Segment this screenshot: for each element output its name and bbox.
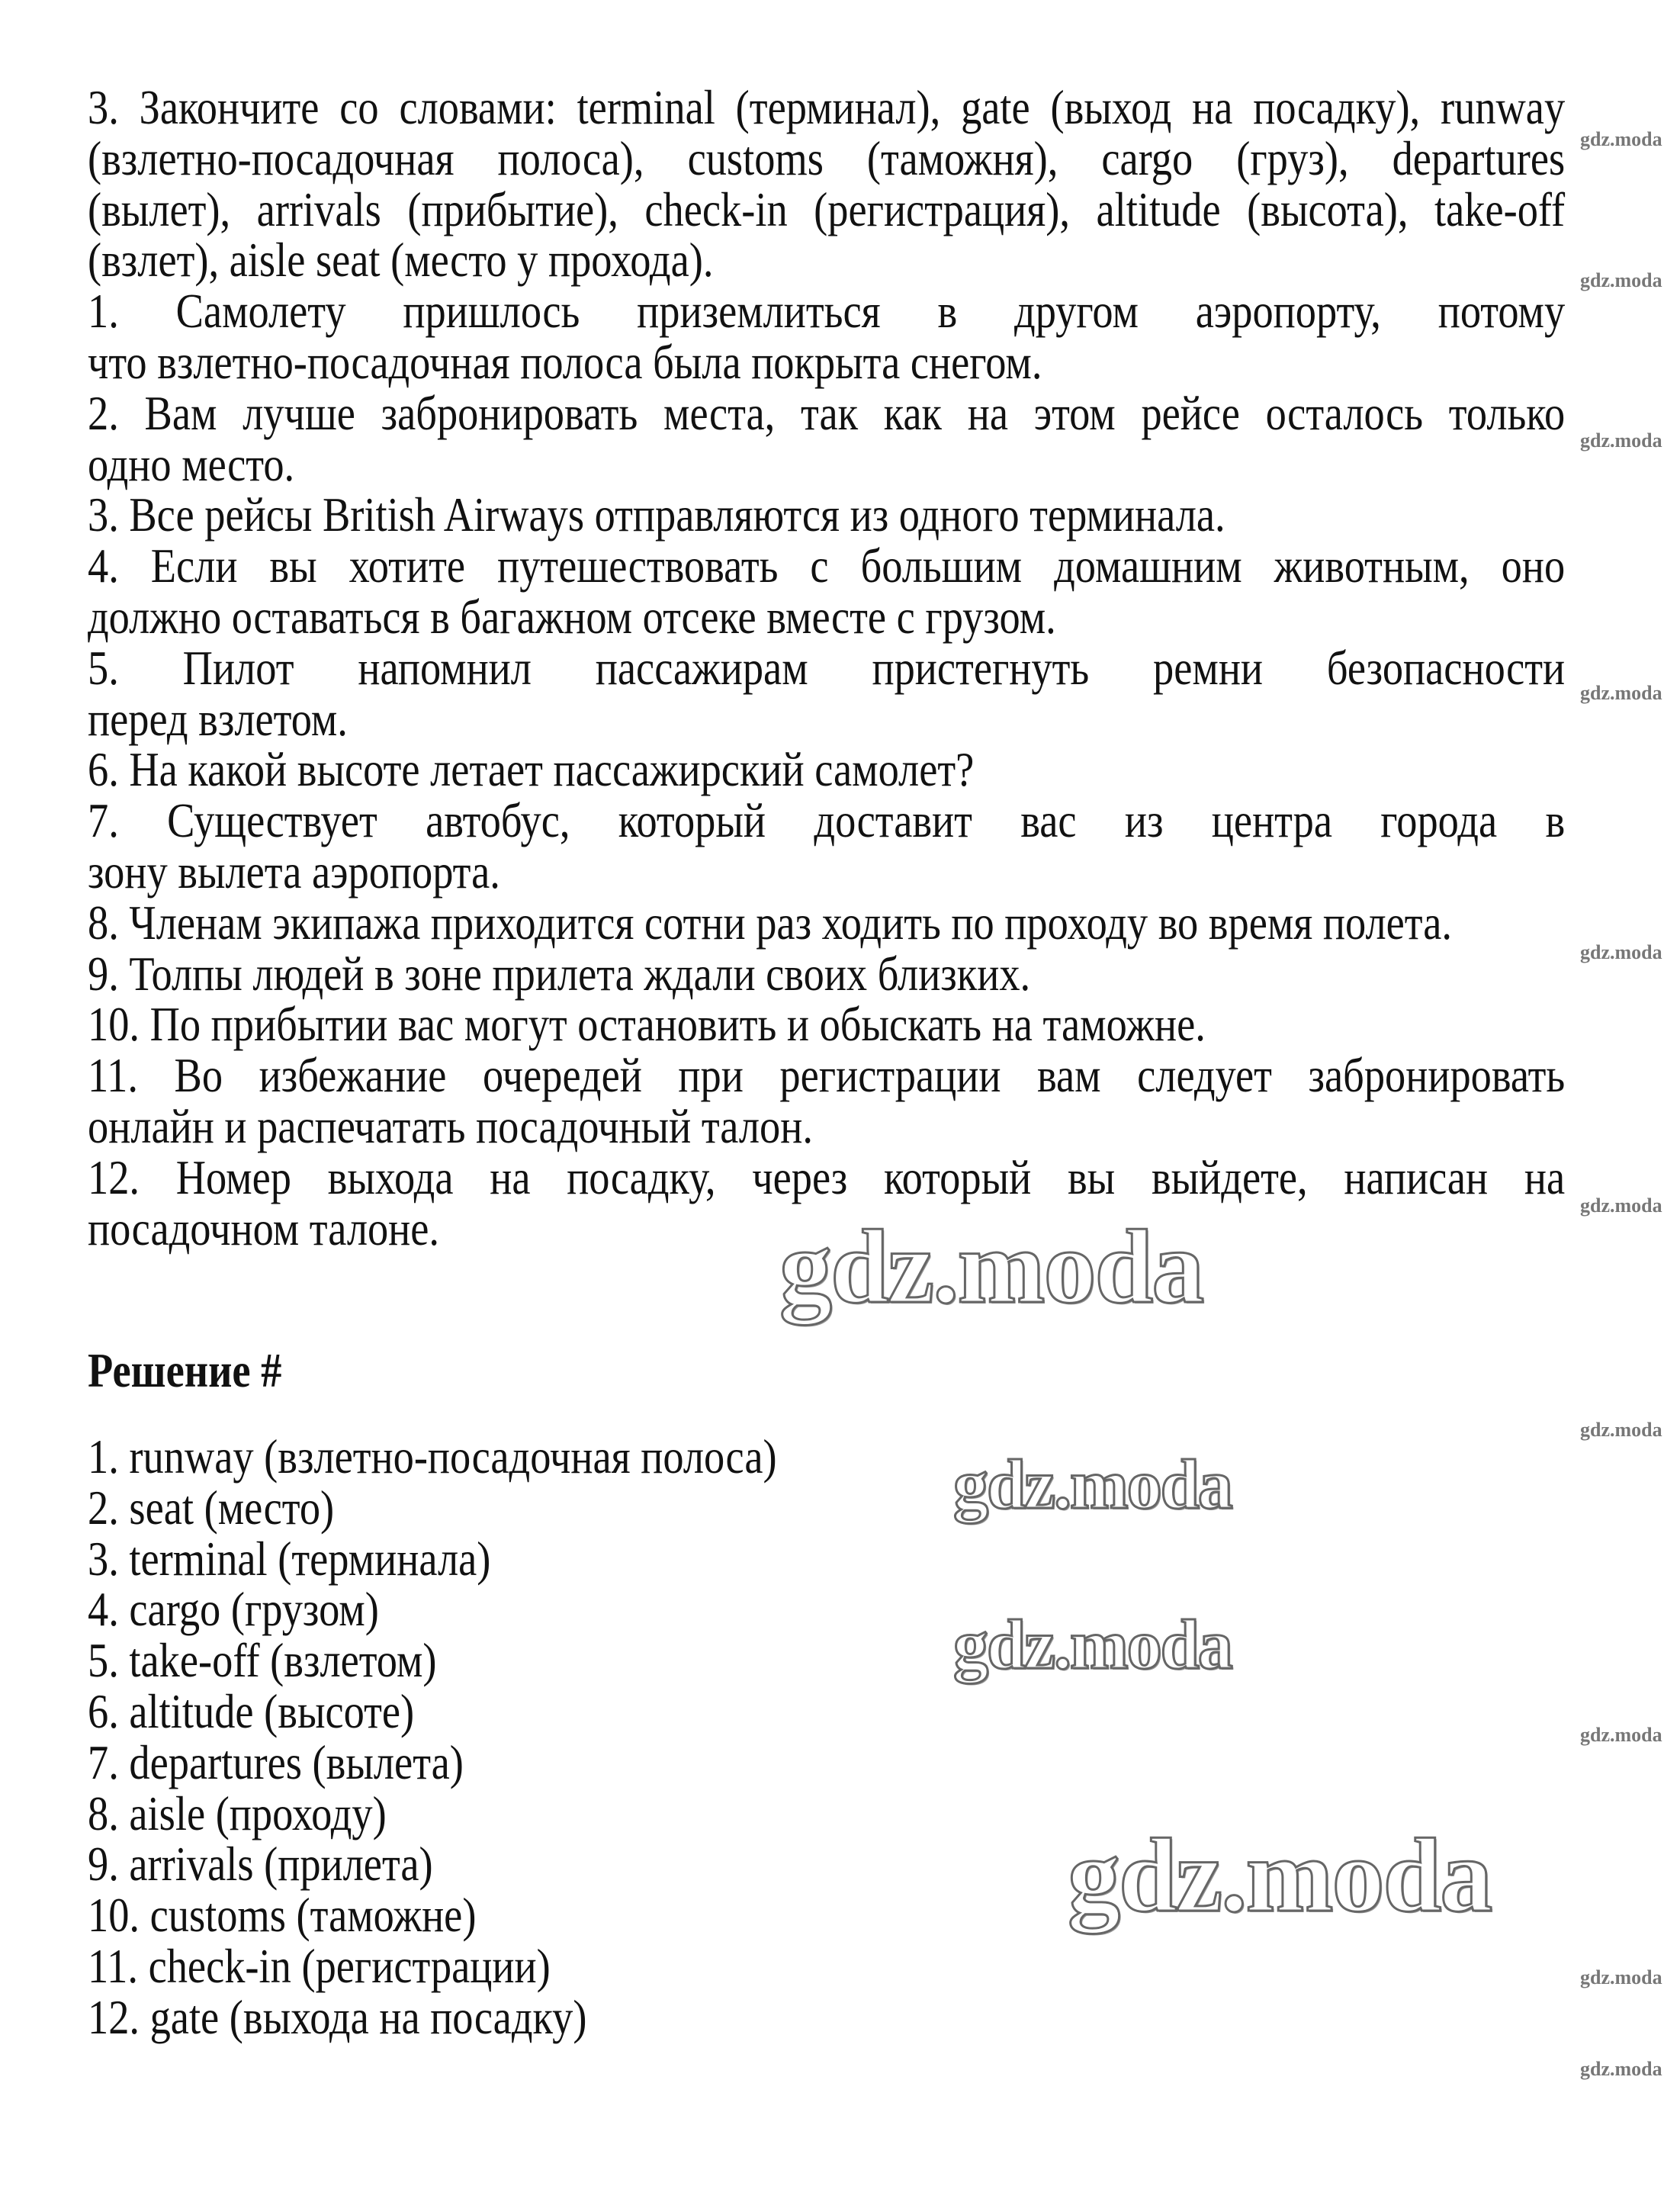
answer-item: 10. customs (таможне) bbox=[88, 1888, 477, 1943]
answer-item: 2. seat (место) bbox=[88, 1480, 335, 1535]
watermark-small: gdz.moda bbox=[1580, 1419, 1662, 1441]
watermark-large: gdz.moda bbox=[953, 1445, 1232, 1523]
answer-item: 12. gate (выхода на посадку) bbox=[88, 1989, 587, 2044]
answer-item: 3. terminal (терминала) bbox=[88, 1531, 491, 1586]
sentence-line: 7. Существует автобус, который доставит вас из центра города в bbox=[88, 793, 1566, 848]
sentence-line: 8. Членам экипажа приходится сотни раз ходить по проходу во время полета. bbox=[88, 895, 1452, 950]
sentence-line: онлайн и распечатать посадочный талон. bbox=[88, 1098, 813, 1153]
watermark-small: gdz.moda bbox=[1580, 682, 1662, 704]
watermark-small: gdz.moda bbox=[1580, 128, 1662, 150]
solution-heading: Решение # bbox=[88, 1343, 282, 1397]
task-line: (вылет), arrivals (прибытие), check-in (регистрация), altitude (высота), take-off bbox=[88, 182, 1566, 236]
answer-item: 6. altitude (высоте) bbox=[88, 1683, 415, 1738]
sentence-line: 10. По прибытии вас могут остановить и обыскать на таможне. bbox=[88, 997, 1206, 1052]
task-line: (взлет), aisle seat (место у прохода). bbox=[88, 233, 714, 288]
sentence-line: 1. Самолету пришлось приземлиться в другом аэропорту, потому bbox=[88, 284, 1566, 339]
watermark-large: gdz.moda bbox=[953, 1606, 1232, 1683]
sentence-line: 11. Во избежание очередей при регистрации вам следует забронировать bbox=[88, 1048, 1566, 1103]
watermark-small: gdz.moda bbox=[1580, 1966, 1662, 1988]
sentence-line: что взлетно-посадочная полоса была покрыта снегом. bbox=[88, 334, 1042, 389]
sentence-line: 6. На какой высоте летает пассажирский самолет? bbox=[88, 742, 975, 797]
answer-item: 9. arrivals (прилета) bbox=[88, 1837, 433, 1892]
answer-item: 7. departures (вылета) bbox=[88, 1734, 464, 1789]
answer-item: 4. cargo (грузом) bbox=[88, 1582, 379, 1637]
watermark-small: gdz.moda bbox=[1580, 2058, 1662, 2080]
sentence-line: 2. Вам лучше забронировать места, так как на этом рейсе осталось только bbox=[88, 385, 1566, 440]
sentence-line: перед взлетом. bbox=[88, 691, 348, 746]
sentence-line: 3. Все рейсы British Airways отправляются из одного терминала. bbox=[88, 487, 1225, 542]
answers-list bbox=[88, 1429, 1565, 2044]
watermark-large: gdz.moda bbox=[1068, 1817, 1492, 1934]
task-line: (взлетно-посадочная полоса), customs (таможня), cargo (груз), departures bbox=[88, 130, 1566, 185]
answer-item: 1. runway (взлетно-посадочная полоса) bbox=[88, 1429, 777, 1484]
watermark-small: gdz.moda bbox=[1580, 429, 1662, 452]
sentence-line: одно место. bbox=[88, 436, 295, 491]
sentence-line: 12. Номер выхода на посадку, через который вы выйдете, написан на bbox=[88, 1149, 1566, 1204]
watermark-large: gdz.moda bbox=[779, 1208, 1203, 1325]
sentence-line: зону вылета аэропорта. bbox=[88, 844, 500, 899]
watermark-small: gdz.moda bbox=[1580, 269, 1662, 291]
answer-item: 5. take-off (взлетом) bbox=[88, 1633, 437, 1688]
watermark-small: gdz.moda bbox=[1580, 1724, 1662, 1746]
watermark-small: gdz.moda bbox=[1580, 941, 1662, 963]
task-line: 3. Закончите со словами: terminal (терминал), gate (выход на посадку), runway bbox=[88, 80, 1566, 134]
watermark-small: gdz.moda bbox=[1580, 1194, 1662, 1217]
sentence-line: 5. Пилот напомнил пассажирам пристегнуть ремни безопасности bbox=[88, 640, 1566, 695]
sentence-line: 9. Толпы людей в зоне прилета ждали своих близких. bbox=[88, 946, 1031, 1001]
sentence-line: посадочном талоне. bbox=[88, 1201, 440, 1255]
answer-item: 8. aisle (проходу) bbox=[88, 1786, 387, 1840]
answer-item: 11. check-in (регистрации) bbox=[88, 1938, 551, 1993]
sentence-line: должно оставаться в багажном отсеке вместе с грузом. bbox=[88, 589, 1056, 644]
task-text bbox=[88, 82, 1565, 1254]
sentence-line: 4. Если вы хотите путешествовать с большим домашним животным, оно bbox=[88, 538, 1566, 593]
